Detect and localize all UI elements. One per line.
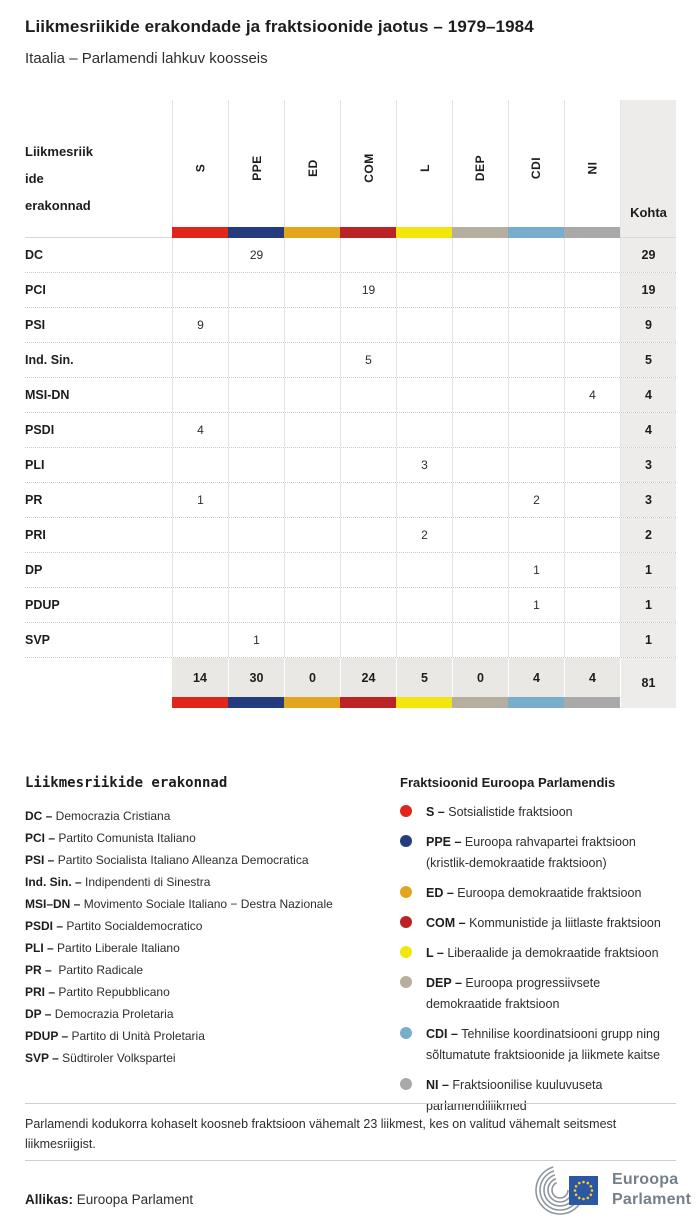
party-legend-item: PDUP – Partito di Unità Proletaria [25, 1029, 205, 1043]
seats-cell: 1 [620, 553, 676, 587]
table-header-row [25, 100, 676, 238]
group-legend-item [400, 1075, 676, 1117]
group-color-bar [284, 227, 340, 238]
value-cell [172, 588, 228, 622]
total-color-bar [340, 697, 396, 708]
value-cell [228, 483, 284, 517]
value-cell [228, 413, 284, 447]
row-values [172, 518, 620, 552]
total-color-bar [228, 697, 284, 708]
row-values [172, 343, 620, 377]
table-row [25, 483, 676, 518]
group-column-header [228, 100, 284, 237]
value-cell [508, 273, 564, 307]
value-cell [564, 483, 620, 517]
value-cell [452, 273, 508, 307]
group-legend-item [400, 832, 676, 874]
group-color-bar [228, 227, 284, 238]
group-column-header [564, 100, 620, 237]
group-legend-item [400, 802, 676, 823]
party-legend-item: PSDI – Partito Socialdemocratico [25, 919, 203, 933]
value-cell [452, 553, 508, 587]
value-cell [452, 623, 508, 657]
value-cell [284, 378, 340, 412]
value-cell: 1 [508, 588, 564, 622]
value-cell [396, 378, 452, 412]
group-legend-heading: Fraktsioonid Euroopa Parlamendis [400, 775, 616, 790]
page-subtitle: Itaalia – Parlamendi lahkuv koosseis [25, 50, 268, 67]
value-cell [284, 588, 340, 622]
totals-values [172, 658, 620, 697]
group-column-header [508, 100, 564, 237]
group-color-bar [396, 227, 452, 238]
row-values [172, 378, 620, 412]
party-name-cell: DP [25, 563, 43, 577]
logo-wordmark [612, 1170, 691, 1210]
group-column-header [452, 100, 508, 237]
value-cell [228, 553, 284, 587]
divider-top [25, 1103, 676, 1104]
group-code-rotated: CDI [529, 156, 544, 180]
party-name-cell: Ind. Sin. [25, 353, 74, 367]
value-cell [172, 343, 228, 377]
value-cell [564, 413, 620, 447]
value-cell [340, 483, 396, 517]
table-row [25, 518, 676, 553]
group-legend-text: L – Liberaalide ja demokraatide fraktsioon [426, 946, 659, 960]
row-values [172, 553, 620, 587]
party-name-cell: PSI [25, 318, 46, 332]
party-legend-item: PRI – Partito Repubblicano [25, 985, 170, 999]
party-name-cell: PLI [25, 458, 45, 472]
party-name-cell: MSI-DN [25, 388, 70, 402]
value-cell [396, 623, 452, 657]
value-cell [396, 308, 452, 342]
group-legend-item [400, 883, 676, 904]
party-name-cell: PRI [25, 528, 46, 542]
value-cell [172, 238, 228, 272]
total-value-cell: 30 [228, 658, 284, 697]
value-cell [452, 343, 508, 377]
value-cell [508, 518, 564, 552]
ep-hemicycle-flag-icon [528, 1163, 604, 1217]
value-cell: 29 [228, 238, 284, 272]
table-row [25, 308, 676, 343]
value-cell: 2 [396, 518, 452, 552]
table-row [25, 273, 676, 308]
page-header [25, 17, 534, 67]
group-color-dot-icon [400, 835, 412, 847]
value-cell [340, 588, 396, 622]
value-cell [564, 238, 620, 272]
source-line [25, 1192, 193, 1207]
group-color-dot-icon [400, 1027, 412, 1039]
seat-distribution-table [25, 100, 676, 708]
value-cell [284, 553, 340, 587]
row-values [172, 238, 620, 272]
value-cell: 1 [172, 483, 228, 517]
party-legend-item: PR – Partito Radicale [25, 963, 144, 977]
footnote: Parlamendi kodukorra kohaselt koosneb fraktsioon vähemalt 23 liikmest, kes on valitud vähemalt seitsmest liikmesriigist. [25, 1117, 617, 1151]
value-cell [452, 518, 508, 552]
total-color-bar [396, 697, 452, 708]
party-legend-item: PSI – Partito Socialista Italiano Alleanza Democratica [25, 853, 309, 867]
party-name-cell: PDUP [25, 598, 60, 612]
group-code-rotated: PPE [249, 155, 264, 181]
party-legend-item: PCI – Partito Comunista Italiano [25, 831, 196, 845]
european-parliament-logo [528, 1163, 691, 1217]
group-color-dot-icon [400, 976, 412, 988]
value-cell [172, 623, 228, 657]
table-row [25, 588, 676, 623]
divider-bottom [25, 1160, 676, 1161]
total-value-cell: 5 [396, 658, 452, 697]
value-cell [508, 343, 564, 377]
value-cell: 4 [172, 413, 228, 447]
party-legend-item: PLI – Partito Liberale Italiano [25, 941, 180, 955]
total-color-bar [508, 697, 564, 708]
party-legend-item: SVP – Südtiroler Volkspartei [25, 1051, 176, 1065]
group-color-dot-icon [400, 1078, 412, 1090]
group-legend-item [400, 973, 676, 1015]
value-cell [564, 588, 620, 622]
value-cell [172, 378, 228, 412]
value-cell [508, 238, 564, 272]
row-values [172, 483, 620, 517]
source-value: Euroopa Parlament [73, 1192, 194, 1207]
value-cell [340, 238, 396, 272]
group-color-bar [340, 227, 396, 238]
seats-cell: 1 [620, 588, 676, 622]
table-row [25, 378, 676, 413]
total-value-cell: 0 [284, 658, 340, 697]
value-cell: 3 [396, 448, 452, 482]
legend-section [25, 775, 676, 1126]
group-legend-text: CDI – Tehnilise koordinatsiooni grupp ning sõltumatute fraktsioonide ja liikmete kaitse [426, 1027, 661, 1062]
row-values [172, 588, 620, 622]
party-legend-item: DC – Democrazia Cristiana [25, 809, 171, 823]
totals-spacer [25, 658, 172, 708]
logo-line1: Euroopa [612, 1171, 679, 1188]
value-cell [172, 448, 228, 482]
value-cell [228, 273, 284, 307]
value-cell [564, 518, 620, 552]
party-legend-heading: Liikmesriikide erakonnad [25, 775, 228, 791]
table-row [25, 448, 676, 483]
seats-header-cell: Kohta [620, 100, 676, 237]
value-cell [508, 448, 564, 482]
total-color-bar [172, 697, 228, 708]
table-row [25, 343, 676, 378]
group-code-rotated: S [193, 163, 208, 173]
value-cell [284, 308, 340, 342]
party-legend-item: DP – Democrazia Proletaria [25, 1007, 174, 1021]
logo-line2: Parlament [612, 1191, 692, 1208]
value-cell [396, 483, 452, 517]
group-code-rotated: COM [361, 153, 376, 183]
page-title: Liikmesriikide erakondade ja fraktsioonide jaotus – 1979–1984 [25, 17, 534, 36]
party-name-cell: PCI [25, 283, 46, 297]
group-column-header [172, 100, 228, 237]
row-header-cell [25, 100, 172, 237]
value-cell [284, 483, 340, 517]
value-cell [564, 308, 620, 342]
group-color-bar [508, 227, 564, 238]
value-cell [228, 518, 284, 552]
value-cell [284, 273, 340, 307]
group-code-rotated: L [417, 164, 432, 172]
value-cell [340, 308, 396, 342]
value-cell [508, 378, 564, 412]
group-legend-item [400, 943, 676, 964]
group-color-dot-icon [400, 916, 412, 928]
group-code-rotated: ED [305, 159, 320, 177]
group-legend-text: S – Sotsialistide fraktsioon [426, 805, 573, 819]
value-cell [564, 553, 620, 587]
group-column-header [284, 100, 340, 237]
value-cell: 5 [340, 343, 396, 377]
seats-cell: 9 [620, 308, 676, 342]
seats-cell: 1 [620, 623, 676, 657]
party-legend [25, 775, 400, 1126]
group-code-rotated: NI [585, 161, 600, 175]
value-cell [452, 308, 508, 342]
party-name-cell: SVP [25, 633, 51, 647]
value-cell [228, 378, 284, 412]
total-color-bar [284, 697, 340, 708]
value-cell [564, 623, 620, 657]
value-cell [340, 448, 396, 482]
row-values [172, 623, 620, 657]
value-cell [452, 588, 508, 622]
total-color-bar [564, 697, 620, 708]
value-cell [228, 448, 284, 482]
seats-cell: 3 [620, 483, 676, 517]
value-cell [340, 518, 396, 552]
value-cell [564, 273, 620, 307]
value-cell: 19 [340, 273, 396, 307]
value-cell [284, 518, 340, 552]
group-color-bar [564, 227, 620, 238]
seats-cell: 4 [620, 378, 676, 412]
group-color-dot-icon [400, 946, 412, 958]
value-cell [284, 238, 340, 272]
party-legend-item: Ind. Sin. – Indipendenti di Sinestra [25, 875, 211, 889]
row-values [172, 448, 620, 482]
table-row [25, 238, 676, 273]
value-cell [284, 413, 340, 447]
row-header-label: Liikmesriikide erakonnad [25, 144, 93, 213]
table-row [25, 623, 676, 658]
value-cell [452, 448, 508, 482]
value-cell [284, 448, 340, 482]
value-cell [340, 623, 396, 657]
value-cell [340, 413, 396, 447]
row-values [172, 308, 620, 342]
seats-cell: 2 [620, 518, 676, 552]
group-legend-item [400, 1024, 676, 1066]
group-color-bar [452, 227, 508, 238]
value-cell [452, 483, 508, 517]
table-row [25, 553, 676, 588]
value-cell [396, 588, 452, 622]
totals-row [25, 658, 676, 708]
group-legend [400, 775, 676, 1126]
total-value-cell: 0 [452, 658, 508, 697]
value-cell [340, 378, 396, 412]
value-cell [228, 588, 284, 622]
totals-grid [172, 658, 620, 708]
value-cell [228, 308, 284, 342]
value-cell [508, 413, 564, 447]
value-cell [172, 273, 228, 307]
value-cell [396, 238, 452, 272]
group-legend-text: DEP – Euroopa progressiivsete demokraatide fraktsioon [426, 976, 601, 1011]
seats-cell: 5 [620, 343, 676, 377]
seats-cell: 29 [620, 238, 676, 272]
value-cell [284, 623, 340, 657]
value-cell [396, 413, 452, 447]
value-cell: 1 [508, 553, 564, 587]
seats-cell: 4 [620, 413, 676, 447]
value-cell [396, 343, 452, 377]
total-value-cell: 24 [340, 658, 396, 697]
total-value-cell: 14 [172, 658, 228, 697]
value-cell: 1 [228, 623, 284, 657]
value-cell: 9 [172, 308, 228, 342]
group-column-header [340, 100, 396, 237]
value-cell [228, 343, 284, 377]
value-cell [508, 623, 564, 657]
party-name-cell: PSDI [25, 423, 55, 437]
row-values [172, 273, 620, 307]
group-legend-text: PPE – Euroopa rahvapartei fraktsioon (kristlik-demokraatide fraktsioon) [426, 835, 636, 870]
party-name-cell: PR [25, 493, 43, 507]
seats-cell: 19 [620, 273, 676, 307]
value-cell [340, 553, 396, 587]
total-color-bar [452, 697, 508, 708]
source-label: Allikas: [25, 1192, 74, 1207]
group-code-rotated: DEP [473, 154, 488, 182]
totals-seats-cell: 81 [620, 658, 676, 708]
value-cell [452, 413, 508, 447]
group-legend-item [400, 913, 676, 934]
totals-color-bars [172, 697, 620, 708]
group-legend-text: COM – Kommunistide ja liitlaste fraktsioon [426, 916, 661, 930]
group-color-dot-icon [400, 805, 412, 817]
group-color-bar [172, 227, 228, 238]
group-column-header [396, 100, 452, 237]
group-legend-text: NI – Fraktsioonilise kuuluvuseta parlamendiliikmed [426, 1078, 603, 1113]
value-cell [396, 273, 452, 307]
value-cell [172, 518, 228, 552]
party-legend-item: MSI–DN – Movimento Sociale Italiano − Destra Nazionale [25, 897, 333, 911]
value-cell [452, 238, 508, 272]
total-value-cell: 4 [564, 658, 620, 697]
total-value-cell: 4 [508, 658, 564, 697]
party-name-cell: DC [25, 248, 44, 262]
row-values [172, 413, 620, 447]
group-legend-text: ED – Euroopa demokraatide fraktsioon [426, 886, 642, 900]
group-color-dot-icon [400, 886, 412, 898]
value-cell: 4 [564, 378, 620, 412]
value-cell [508, 308, 564, 342]
value-cell: 2 [508, 483, 564, 517]
value-cell [452, 378, 508, 412]
value-cell [564, 448, 620, 482]
table-row [25, 413, 676, 448]
value-cell [284, 343, 340, 377]
value-cell [564, 343, 620, 377]
value-cell [172, 553, 228, 587]
seats-cell: 3 [620, 448, 676, 482]
value-cell [396, 553, 452, 587]
